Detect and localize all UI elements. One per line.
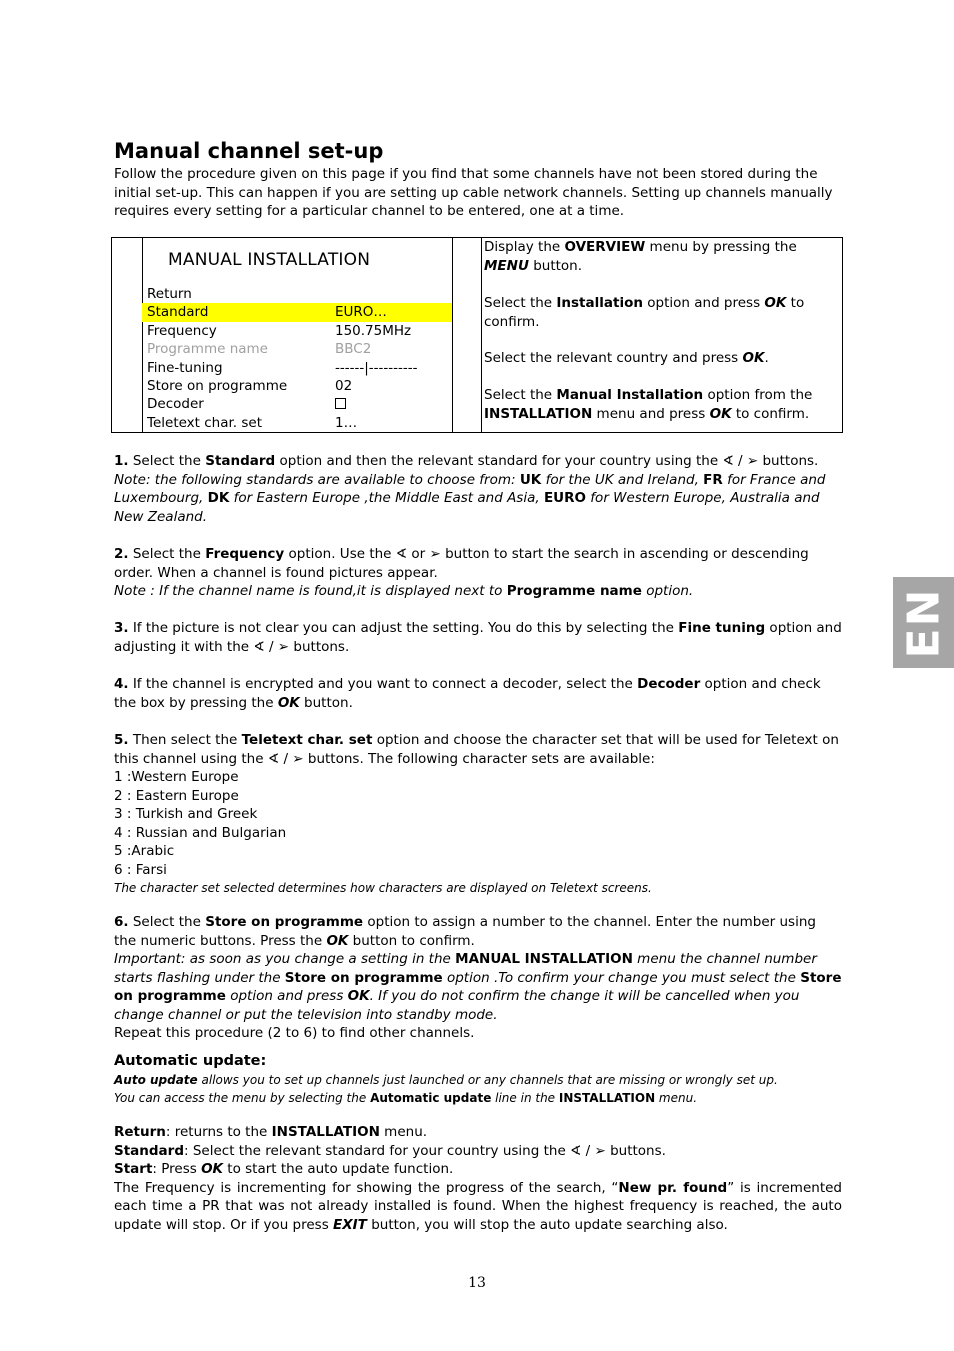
text: menu the channel number starts flashing under the bbox=[114, 951, 817, 986]
text: for France and Luxembourg, bbox=[114, 471, 826, 506]
text: : Press bbox=[152, 1161, 202, 1177]
text: button. bbox=[299, 694, 353, 711]
step-number: 3. bbox=[114, 620, 129, 636]
text: option .To confirm your change you must select the bbox=[442, 969, 801, 986]
text: OK bbox=[764, 295, 787, 311]
text: If the picture is not clear you can adjust the setting. You do this by selecting the bbox=[128, 620, 679, 636]
charset-item: 3 : Turkish and Greek bbox=[114, 806, 258, 822]
step-5 bbox=[114, 731, 842, 898]
text: INSTALLATION bbox=[484, 405, 593, 422]
text: option. Use the ∢ or ➢ button to start the search in ascending or descending order. When a channel is found pictures appear. bbox=[114, 546, 809, 581]
text: Programme name bbox=[506, 583, 642, 599]
charset-item: 4 : Russian and Bulgarian bbox=[114, 824, 287, 841]
text: Standard bbox=[205, 453, 276, 469]
step-6-important bbox=[114, 950, 842, 1024]
step-number: 4. bbox=[114, 676, 129, 692]
text: Decoder bbox=[637, 676, 701, 692]
text: OK bbox=[709, 405, 732, 422]
step-4-text bbox=[114, 675, 842, 712]
text: Select the bbox=[128, 546, 206, 562]
step-4 bbox=[114, 675, 842, 712]
menu-row-frequency[interactable] bbox=[142, 322, 452, 340]
text: OK bbox=[277, 694, 300, 711]
charset-item: 2 : Eastern Europe bbox=[114, 787, 239, 804]
menu-row-label: Decoder bbox=[147, 396, 204, 413]
text: INSTALLATION bbox=[558, 1091, 656, 1105]
text: FR bbox=[703, 471, 723, 488]
text: OVERVIEW bbox=[564, 239, 646, 255]
text: ” is incremented each time a PR that was not already installed is found. When the highest frequency is reached, the auto update will stop. Or if you press bbox=[114, 1179, 842, 1233]
instruction-1 bbox=[484, 238, 797, 275]
auto-update-line-1 bbox=[114, 1071, 842, 1090]
step-1 bbox=[114, 452, 842, 526]
text: Select the bbox=[484, 295, 557, 311]
text: Store on programme bbox=[114, 969, 842, 1004]
step-6 bbox=[114, 913, 842, 1043]
menu-row-decoder[interactable] bbox=[142, 395, 452, 413]
text: : Select the relevant standard for your country using the ∢ / ➢ buttons. bbox=[184, 1142, 666, 1159]
language-tab-label: EN bbox=[898, 587, 949, 658]
step-1-note bbox=[114, 471, 842, 527]
text: Select the bbox=[128, 914, 206, 930]
text: option and check the box by pressing the bbox=[114, 676, 821, 711]
text: option. bbox=[641, 583, 694, 599]
page-title: Manual channel set-up bbox=[114, 139, 384, 163]
menu-row-label: Store on programme bbox=[147, 377, 288, 394]
menu-row-value: BBC2 bbox=[335, 341, 372, 358]
text: option and adjusting it with the ∢ / ➢ buttons. bbox=[114, 620, 842, 655]
step-6-text bbox=[114, 913, 842, 950]
text: . bbox=[764, 350, 769, 366]
step-2-text bbox=[114, 545, 842, 582]
page-number: 13 bbox=[468, 1275, 486, 1291]
text: option to assign a number to the channel. Enter the number using the numeric buttons. Press the bbox=[114, 914, 816, 949]
text: option and then the relevant standard for your country using the ∢ / ➢ buttons. bbox=[275, 453, 819, 469]
menu-title: MANUAL INSTALLATION bbox=[168, 250, 371, 270]
text: : returns to the bbox=[165, 1124, 272, 1140]
text: Select the relevant country and press bbox=[484, 350, 743, 366]
text: button. bbox=[528, 257, 583, 274]
menu-row-label: Return bbox=[147, 286, 192, 302]
text: allows you to set up channels just launched or any channels that are missing or wrongly set up. bbox=[197, 1072, 778, 1087]
text: UK bbox=[519, 471, 542, 488]
menu-row-label: Teletext char. set bbox=[147, 414, 263, 431]
text: Important: as soon as you change a setting in the bbox=[114, 951, 456, 967]
step-5-text bbox=[114, 731, 842, 768]
text: option and choose the character set that will be used for Teletext on this channel using the ∢ / ➢ buttons. The following character sets are available: bbox=[114, 732, 839, 767]
text: for Eastern Europe ,the Middle East and Asia, bbox=[229, 490, 544, 506]
text: Return bbox=[114, 1124, 166, 1140]
text: button, you will stop the auto update searching also. bbox=[366, 1216, 728, 1233]
menu-row-return[interactable] bbox=[142, 285, 452, 303]
text: menu. bbox=[379, 1124, 428, 1140]
text: DK bbox=[207, 490, 230, 506]
text: Teletext char. set bbox=[241, 732, 373, 748]
step-number: 6. bbox=[114, 914, 129, 930]
step-3-text bbox=[114, 619, 842, 656]
text: option and press bbox=[225, 988, 348, 1004]
text: The Frequency is incrementing for showing the progress of the search, “ bbox=[114, 1179, 619, 1196]
charset-note: The character set selected determines how characters are displayed on Teletext screens. bbox=[114, 881, 652, 895]
text: Then select the bbox=[128, 732, 242, 748]
text: Display the bbox=[484, 239, 565, 255]
automatic-update-section bbox=[114, 1052, 842, 1108]
text: If the channel is encrypted and you want to connect a decoder, select the bbox=[128, 676, 638, 692]
text: line in the bbox=[491, 1091, 559, 1105]
text: MANUAL INSTALLATION bbox=[455, 951, 633, 967]
menu-row-value: EURO… bbox=[335, 304, 387, 321]
text: . If you do not confirm the change it will be cancelled when you change channel or put the television into standby mode. bbox=[114, 988, 800, 1023]
text: menu and press bbox=[592, 405, 710, 422]
standard-option bbox=[114, 1142, 842, 1161]
text: OK bbox=[742, 350, 765, 366]
menu-table-left-column bbox=[112, 238, 143, 432]
text: EXIT bbox=[333, 1216, 367, 1233]
text: EURO bbox=[543, 490, 587, 506]
instruction-2 bbox=[484, 294, 838, 331]
text: INSTALLATION bbox=[271, 1124, 380, 1140]
text: menu. bbox=[655, 1091, 698, 1105]
step-number: 5. bbox=[114, 732, 129, 748]
instruction-3 bbox=[484, 349, 769, 368]
automatic-update-heading: Automatic update: bbox=[114, 1053, 267, 1069]
text: Note: the following standards are available to choose from: bbox=[114, 471, 520, 488]
text: OK bbox=[326, 932, 349, 949]
auto-update-line-2 bbox=[114, 1089, 842, 1108]
step-1-text bbox=[114, 452, 842, 471]
menu-row-label: Fine-tuning bbox=[147, 359, 223, 376]
menu-row-label: Frequency bbox=[147, 322, 217, 339]
return-option bbox=[114, 1123, 842, 1142]
text: OK bbox=[201, 1161, 224, 1177]
menu-row-standard[interactable] bbox=[142, 303, 452, 321]
decoder-checkbox[interactable] bbox=[335, 395, 346, 413]
text: to start the auto update function. bbox=[223, 1161, 454, 1177]
menu-row-store-on-programme[interactable] bbox=[142, 377, 452, 395]
auto-update-options bbox=[114, 1123, 842, 1234]
menu-row-value: 150.75MHz bbox=[335, 322, 412, 339]
text: to confirm. bbox=[731, 405, 810, 422]
text: option and press bbox=[642, 295, 765, 311]
page-header bbox=[114, 139, 842, 221]
intro-paragraph: Follow the procedure given on this page if you find that some channels have not been stored during the initial set-up. This can happen if you are setting up cable network channels. Setting up channels manually requires every setting for a particular channel to be entered, one at a time. bbox=[114, 166, 833, 219]
fine-tuning-slider: ------|---------- bbox=[335, 359, 418, 376]
text: for the UK and Ireland, bbox=[541, 471, 704, 488]
charset-item: 1 :Western Europe bbox=[114, 769, 239, 785]
menu-table bbox=[111, 237, 843, 433]
menu-rows bbox=[142, 285, 452, 432]
text: New pr. found bbox=[618, 1179, 728, 1196]
text: Store on programme bbox=[284, 969, 443, 986]
menu-row-programme-name bbox=[142, 340, 452, 358]
menu-row-fine-tuning[interactable] bbox=[142, 359, 452, 377]
menu-row-value: 1… bbox=[335, 414, 358, 431]
step-number: 1. bbox=[114, 453, 129, 469]
text: Store on programme bbox=[205, 914, 364, 930]
charset-item: 5 :Arabic bbox=[114, 843, 175, 859]
text: Frequency bbox=[205, 546, 285, 562]
start-option bbox=[114, 1160, 842, 1179]
menu-table-gap-column bbox=[452, 238, 482, 432]
text: MENU bbox=[484, 257, 529, 274]
text: for Western Europe, Australia and New Zealand. bbox=[114, 490, 820, 525]
text: You can access the menu by selecting the bbox=[114, 1091, 371, 1105]
text: button to confirm. bbox=[348, 932, 475, 949]
text: Select the bbox=[128, 453, 206, 469]
text: Auto update bbox=[114, 1072, 198, 1087]
text: Standard bbox=[114, 1142, 184, 1159]
text: Note : If the channel name is found,it is displayed next to bbox=[114, 583, 507, 599]
step-2-note bbox=[114, 582, 842, 601]
language-tab bbox=[893, 577, 954, 668]
instruction-4 bbox=[484, 386, 812, 423]
text: option from the bbox=[703, 387, 813, 403]
text: Start bbox=[114, 1161, 153, 1177]
checkbox-icon[interactable] bbox=[335, 398, 346, 409]
menu-row-value: 02 bbox=[335, 377, 353, 394]
repeat-text: Repeat this procedure (2 to 6) to find other channels. bbox=[114, 1025, 475, 1041]
text: to confirm. bbox=[484, 295, 805, 330]
text: menu by pressing the bbox=[645, 239, 797, 255]
menu-row-label: Standard bbox=[147, 304, 209, 321]
step-number: 2. bbox=[114, 546, 129, 562]
text: Installation bbox=[556, 295, 643, 311]
menu-row-teletext-char-set[interactable] bbox=[142, 414, 452, 432]
menu-row-label: Programme name bbox=[147, 341, 268, 358]
step-2 bbox=[114, 545, 842, 601]
menu-instructions bbox=[484, 238, 838, 432]
text: Fine tuning bbox=[678, 620, 766, 636]
text: OK bbox=[347, 988, 370, 1004]
text: Automatic update bbox=[370, 1091, 492, 1105]
frequency-paragraph bbox=[114, 1179, 842, 1235]
charset-item: 6 : Farsi bbox=[114, 861, 167, 878]
step-3 bbox=[114, 619, 842, 656]
manual-installation-menu bbox=[142, 238, 452, 432]
text: Select the bbox=[484, 387, 557, 403]
text: Manual Installation bbox=[556, 387, 704, 403]
